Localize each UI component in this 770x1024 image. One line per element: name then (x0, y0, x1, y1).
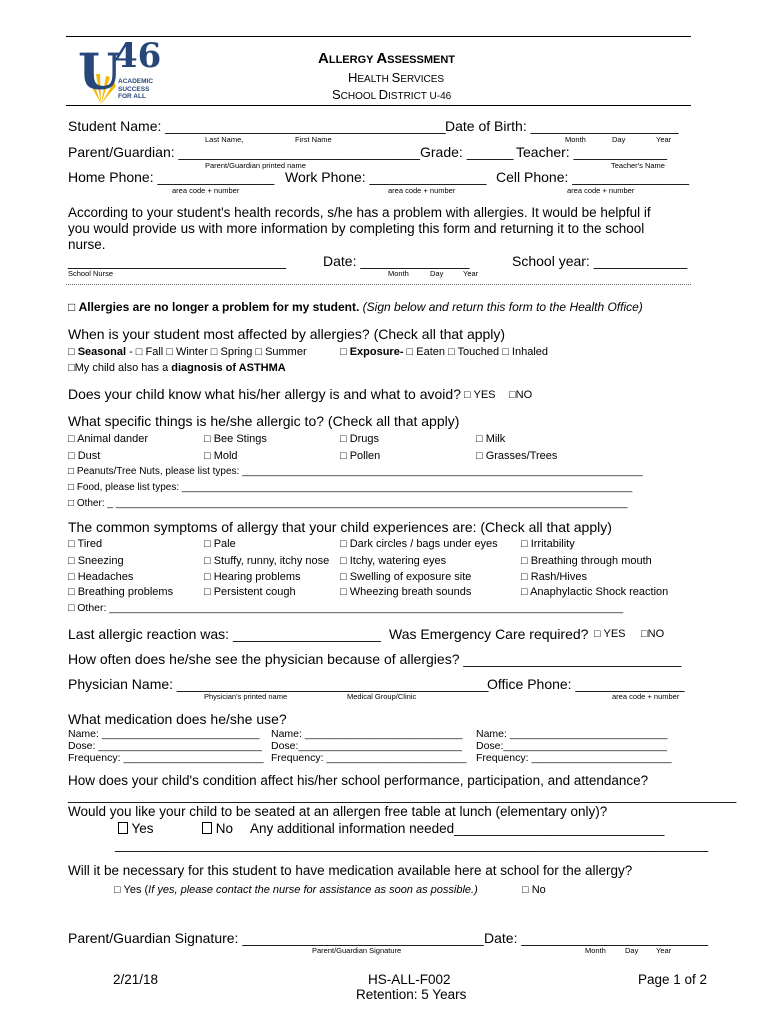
know-no-checkbox[interactable]: □NO (509, 389, 533, 401)
allergen-pollen[interactable]: □ Pollen (340, 450, 381, 462)
cell-phone-caption: area code + number (567, 186, 635, 195)
signature-day-caption: Day (625, 946, 639, 955)
symptom-tired[interactable]: □ Tired (68, 538, 103, 550)
symptom-wheezing[interactable]: □ Wheezing breath sounds (340, 586, 472, 598)
emergency-care-question: Was Emergency Care required? (389, 626, 589, 642)
asthma-option[interactable]: □My child also has a diagnosis of ASTHMA (68, 362, 286, 374)
logo-letter-u: U (78, 42, 122, 101)
allergen-milk[interactable]: □ Milk (476, 433, 506, 445)
first-name-caption: First Name (295, 135, 332, 144)
symptom-rash-hives[interactable]: □ Rash/Hives (521, 571, 587, 583)
dotted-separator (66, 284, 691, 285)
symptom-swelling[interactable]: □ Swelling of exposure site (340, 571, 472, 583)
signature-caption: Parent/Guardian Signature (312, 946, 402, 955)
performance-answer-line[interactable]: _________________________________________________________________________________________ (68, 788, 737, 803)
symptom-hearing-problems[interactable]: □ Hearing problems (204, 571, 301, 583)
allergen-mold[interactable]: □ Mold (204, 450, 238, 462)
checkbox-icon[interactable]: □ (68, 300, 76, 314)
dob-day-caption: Day (612, 135, 626, 144)
additional-info-field[interactable]: Any additional information needed____________________________ (250, 821, 665, 836)
seasonal-options[interactable]: □ Seasonal - □ Fall □ Winter □ Spring □ Summer (68, 346, 307, 358)
intro-paragraph: According to your student's health records, s/he has a problem with allergies. It would be helpful if you would provide us with more information by completing this form and returning it to the school nurse. (68, 205, 651, 252)
medication-question: What medication does he/she use? (68, 711, 287, 727)
school-nurse-field[interactable]: ____________________________ (68, 253, 287, 269)
nurse-month-caption: Month (388, 269, 409, 278)
additional-info-line[interactable]: _______________________________________________________________________________ (115, 837, 709, 852)
parent-signature-field[interactable]: Parent/Guardian Signature: _______________________________ (68, 930, 484, 946)
clinic-caption: Medical Group/Clinic (347, 692, 417, 701)
symptom-persistent-cough[interactable]: □ Persistent cough (204, 586, 296, 598)
symptom-headaches[interactable]: □ Headaches (68, 571, 134, 583)
symptom-pale[interactable]: □ Pale (204, 538, 236, 550)
school-medication-question: Will it be necessary for this student to have medication available here at school for the allergy? (68, 863, 633, 878)
parent-caption: Parent/Guardian printed name (205, 161, 306, 170)
physician-frequency-field[interactable]: How often does he/she see the physician because of allergies? ____________________________ (68, 651, 682, 667)
affected-question: When is your student most affected by allergies? (Check all that apply) (68, 326, 506, 342)
allergen-bee-stings[interactable]: □ Bee Stings (204, 433, 267, 445)
last-reaction-field[interactable]: Last allergic reaction was: ___________________ (68, 626, 381, 642)
grade-field[interactable]: Grade: ______ (420, 144, 514, 160)
allergen-food-field[interactable]: □ Food, please list types: _________________________________________________________________________________ (68, 482, 633, 493)
school-year-field[interactable]: School year: ____________ (512, 253, 688, 269)
allergen-drugs[interactable]: □ Drugs (340, 433, 380, 445)
footer-date: 2/21/18 (113, 972, 159, 987)
medication-column-2[interactable]: Name: ___________________________ Dose:____________________________ Frequency: ________________________ (271, 728, 467, 764)
know-yes-checkbox[interactable]: □ YES (464, 389, 496, 401)
subtitle-school-district: SCHOOL DISTRICT U-46 (332, 87, 452, 102)
school-medication-no-option[interactable]: □ No (522, 884, 546, 896)
footer-form-code: HS-ALL-F002 (368, 972, 451, 987)
home-phone-caption: area code + number (172, 186, 240, 195)
dob-field[interactable]: Date of Birth: ___________________ (445, 118, 679, 134)
signature-year-caption: Year (656, 946, 672, 955)
last-name-caption: Last Name, (205, 135, 244, 144)
footer-page-number: Page 1 of 2 (638, 972, 708, 987)
symptom-other-field[interactable]: □ Other: ________________________________________________________________________________________ (68, 602, 624, 614)
subtitle-health-services: HEALTH SERVICES (348, 70, 445, 85)
symptoms-question: The common symptoms of allergy that your child experiences are: (Check all that apply) (68, 519, 612, 535)
school-medication-yes-option[interactable]: □ Yes (If yes, please contact the nurse for assistance as soon as possible.) (114, 884, 478, 896)
office-phone-field[interactable]: Office Phone: ______________ (487, 676, 685, 692)
nurse-day-caption: Day (430, 269, 444, 278)
logo-tagline: ACADEMIC SUCCESS FOR ALL (118, 78, 154, 100)
parent-guardian-field[interactable]: Parent/Guardian: _______________________________ (68, 144, 420, 160)
exposure-options[interactable]: □ Exposure- □ Eaten □ Touched □ Inhaled (340, 346, 548, 358)
medication-column-1[interactable]: Name: ___________________________ Dose: ____________________________ Frequency: ________________________ (68, 728, 264, 764)
signature-month-caption: Month (585, 946, 606, 955)
footer-retention: Retention: 5 Years (356, 987, 467, 1002)
know-allergy-question: Does your child know what his/her allergy is and what to avoid? (68, 386, 461, 402)
medication-column-3[interactable]: Name: ___________________________ Dose:____________________________ Frequency: ________________________ (476, 728, 672, 764)
symptom-itchy-eyes[interactable]: □ Itchy, watering eyes (340, 555, 447, 567)
symptom-breathing-problems[interactable]: □ Breathing problems (68, 586, 174, 598)
dob-year-caption: Year (656, 135, 672, 144)
header-bottom-rule (66, 105, 691, 106)
nurse-year-caption: Year (463, 269, 479, 278)
signature-date-field[interactable]: Date: ________________________ (484, 930, 709, 946)
symptom-dark-circles[interactable]: □ Dark circles / bags under eyes (340, 538, 498, 550)
table-yes-option[interactable]: Yes (118, 821, 154, 836)
form-title: ALLERGY ASSESSMENT (318, 50, 456, 67)
student-name-field[interactable]: Student Name: ____________________________________ (68, 118, 446, 134)
checkbox-icon[interactable] (118, 822, 128, 834)
allergen-other-field[interactable]: □ Other: _ ____________________________________________________________________________________________ (68, 498, 628, 509)
dob-month-caption: Month (565, 135, 586, 144)
physician-name-field[interactable]: Physician Name: ________________________________________ (68, 676, 489, 692)
logo-number-46: 46 (114, 36, 162, 76)
allergen-dust[interactable]: □ Dust (68, 450, 101, 462)
home-phone-field[interactable]: Home Phone: _______________ (68, 169, 275, 185)
work-phone-field[interactable]: Work Phone: _______________ (285, 169, 487, 185)
checkbox-icon[interactable] (202, 822, 212, 834)
allergen-grasses-trees[interactable]: □ Grasses/Trees (476, 450, 558, 462)
allergen-free-table-question: Would you like your child to be seated at an allergen free table at lunch (elementary only)? (68, 804, 608, 819)
work-phone-caption: area code + number (388, 186, 456, 195)
allergen-animal-dander[interactable]: □ Animal dander (68, 433, 149, 445)
office-phone-caption: area code + number (612, 692, 680, 701)
school-nurse-caption: School Nurse (68, 269, 114, 278)
performance-question: How does your child's condition affect his/her school performance, participation, and attendance? (68, 773, 649, 788)
symptom-mouth-breathing[interactable]: □ Breathing through mouth (521, 555, 652, 567)
emergency-no-checkbox[interactable]: □NO (641, 628, 665, 640)
no-longer-problem-option[interactable]: □ Allergies are no longer a problem for my student. (Sign below and return this form to the Health Office) (68, 300, 643, 314)
teacher-caption: Teacher's Name (611, 161, 665, 170)
table-no-option[interactable]: No (202, 821, 233, 836)
nurse-date-field[interactable]: Date: ______________ (323, 253, 470, 269)
symptom-anaphylactic[interactable]: □ Anaphylactic Shock reaction (521, 586, 669, 598)
allergens-question: What specific things is he/she allergic to? (Check all that apply) (68, 413, 460, 429)
allergen-peanuts-field[interactable]: □ Peanuts/Tree Nuts, please list types: ________________________________________________________________________ (68, 466, 643, 477)
symptom-stuffy-nose[interactable]: □ Stuffy, runny, itchy nose (204, 555, 330, 567)
symptom-irritability[interactable]: □ Irritability (521, 538, 575, 550)
teacher-field[interactable]: Teacher: ____________ (516, 144, 668, 160)
emergency-yes-checkbox[interactable]: □ YES (594, 628, 626, 640)
symptom-sneezing[interactable]: □ Sneezing (68, 555, 124, 567)
cell-phone-field[interactable]: Cell Phone: _______________ (496, 169, 690, 185)
u46-logo (70, 36, 180, 108)
physician-name-caption: Physician's printed name (204, 692, 288, 701)
